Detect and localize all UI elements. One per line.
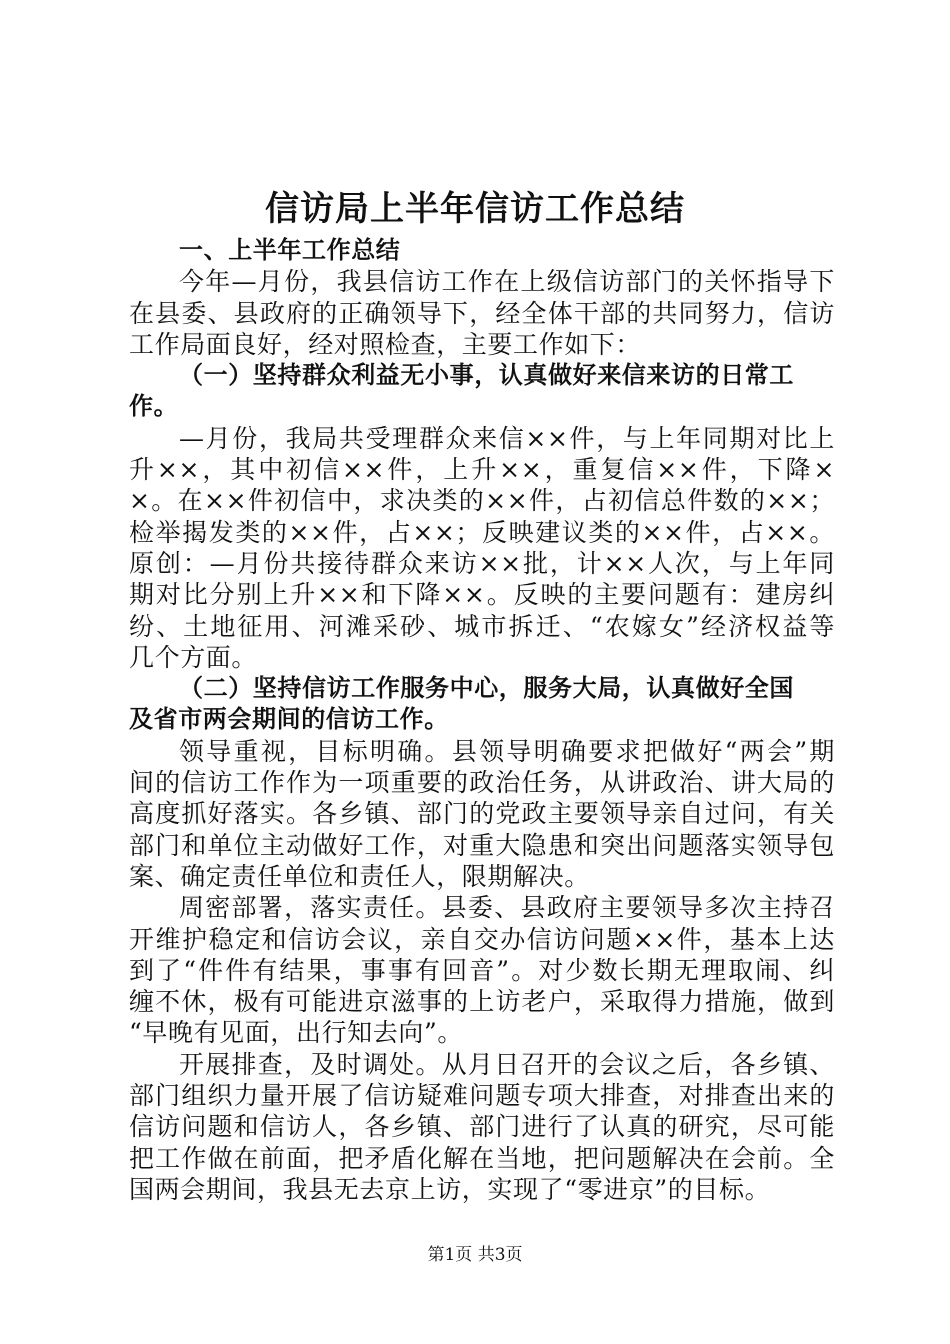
paragraph-line: 原创：—月份共接待群众来访××批，计××人次，与上年同	[129, 548, 835, 578]
paragraph-line: “早晚有见面，出行知去向”。	[129, 1018, 463, 1048]
paragraph-line: 部门组织力量开展了信访疑难问题专项大排查，对排查出来的	[129, 1081, 835, 1111]
section-heading-line: 作。	[129, 392, 179, 421]
paragraph-line: 今年—月份，我县信访工作在上级信访部门的关怀指导下	[179, 267, 835, 297]
paragraph-line: 周密部署，落实责任。县委、县政府主要领导多次主持召	[179, 893, 835, 923]
section-heading-line: 及省市两会期间的信访工作。	[129, 705, 449, 734]
paragraph-line: 间的信访工作作为一项重要的政治任务，从讲政治、讲大局的	[129, 768, 835, 798]
section-heading-line: （二）坚持信访工作服务中心，服务大局，认真做好全国	[179, 674, 794, 703]
paragraph-line: 开展排查，及时调处。从月日召开的会议之后，各乡镇、	[179, 1049, 835, 1079]
paragraph-line: 案、确定责任单位和责任人，限期解决。	[129, 861, 590, 891]
paragraph-line: 到了“件件有结果，事事有回音”。对少数长期无理取闹、纠	[129, 955, 835, 985]
document-title: 信访局上半年信访工作总结	[265, 189, 685, 229]
paragraph-line: 领导重视，目标明确。县领导明确要求把做好“两会”期	[179, 736, 835, 766]
paragraph-line: —月份，我局共受理群众来信××件，与上年同期对比上	[179, 423, 835, 453]
paragraph-line: 缠不休，极有可能进京滋事的上访老户，采取得力措施，做到	[129, 987, 835, 1017]
paragraph-line: 高度抓好落实。各乡镇、部门的党政主要领导亲自过问，有关	[129, 799, 835, 829]
paragraph-line: 国两会期间，我县无去京上访，实现了“零进京”的目标。	[129, 1174, 771, 1204]
paragraph-line: 检举揭发类的××件，占××；反映建议类的××件，占××。	[129, 517, 835, 547]
paragraph-line: 部门和单位主动做好工作，对重大隐患和突出问题落实领导包	[129, 830, 835, 860]
paragraph-line: 开维护稳定和信访会议，亲自交办信访问题××件，基本上达	[129, 924, 835, 954]
section-heading-line: 一、上半年工作总结	[179, 236, 401, 264]
paragraph-line: 升××，其中初信××件，上升××，重复信××件，下降×	[129, 455, 835, 485]
paragraph-line: 几个方面。	[129, 642, 258, 672]
paragraph-line: ×。在××件初信中，求决类的××件，占初信总件数的××；	[129, 486, 835, 516]
paragraph-line: 期对比分别上升××和下降××。反映的主要问题有：建房纠	[129, 580, 835, 610]
paragraph-line: 纷、土地征用、河滩采砂、城市拆迁、“农嫁女”经济权益等	[129, 611, 835, 641]
paragraph-line: 信访问题和信访人，各乡镇、部门进行了认真的研究，尽可能	[129, 1112, 835, 1142]
paragraph-line: 在县委、县政府的正确领导下，经全体干部的共同努力，信访	[129, 298, 835, 328]
document-body	[129, 235, 835, 1205]
page-footer: 第1页 共3页	[427, 1245, 523, 1265]
section-heading-line: （一）坚持群众利益无小事，认真做好来信来访的日常工	[179, 361, 794, 390]
paragraph-line: 把工作做在前面，把矛盾化解在当地，把问题解决在会前。全	[129, 1143, 835, 1173]
paragraph-line: 工作局面良好，经对照检查，主要工作如下：	[129, 329, 642, 359]
